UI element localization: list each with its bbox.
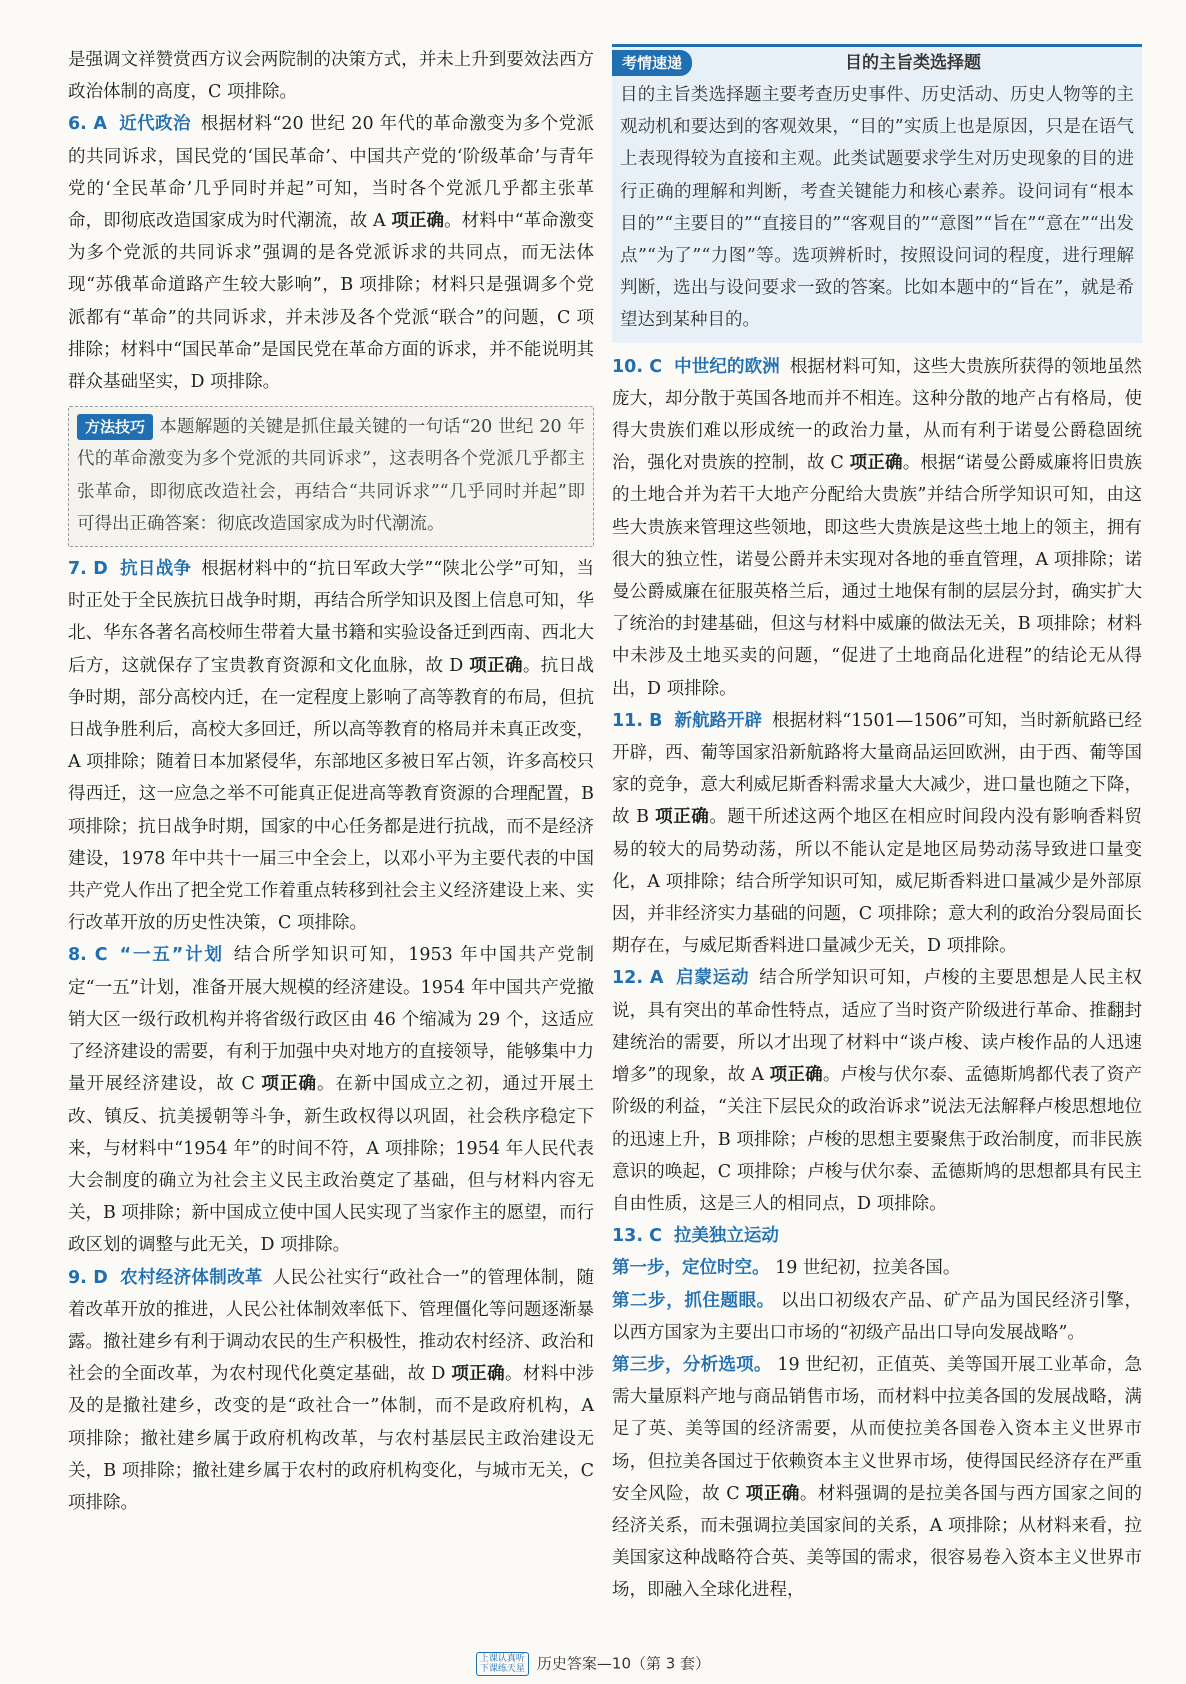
answer-6: [68, 108, 594, 398]
correct-mark: 项正确: [769, 1065, 823, 1086]
step-1: [612, 1252, 1142, 1284]
answer-topic: 新航路开辟: [674, 710, 763, 731]
answer-7: [68, 553, 594, 939]
correct-mark: 项正确: [469, 655, 523, 676]
answer-text: 。在新中国成立之初，通过开展土改、镇反、抗美援朝等斗争，新生政权得以巩固，社会秩序稳定下来，与材料中“1954 年”的时间不符，A 项排除；1954 年人民代表大会制度的确立为社会主义民主政治奠定了基础，但与材料内容无关，B 项排除；新中国成立使中国人民实现了当家作主的愿望，而行政区划的调整与此无关，D 项排除。: [68, 1074, 595, 1256]
answer-text: 结合所学知识可知，1953 年中国共产党制定“一五”计划，准备开展大规模的经济建设。1954 年中国共产党撤销大区一级行政机构并将省级行政区由 46 个缩减为 29 个，这适应了经济建设的需要，有利于加强中央对地方的直接领导，能够集中力量开展经济建设，故 C: [68, 945, 594, 1095]
exam-info-header: [620, 47, 1134, 79]
correct-mark: 项正确: [261, 1074, 318, 1095]
answer-text: 根据材料可知，这些大贵族所获得的领地虽然庞大，却分散于英国各地而并不相连。这种分散的地产占有格局，使得大贵族们难以形成统一的政治力量，从而有利于诺曼公爵稳固统治，强化对贵族的控制，故 C: [612, 356, 1143, 474]
answer-text: 结合所学知识可知，卢梭的主要思想是人民主权说，具有突出的革命性特点，适应了当时资产阶级进行革命、推翻封建统治的需要，所以才出现了材料中“谈卢梭、读卢梭作品的人迅速增多”的现象，故 A: [612, 968, 1143, 1086]
answer-text: 。卢梭与伏尔泰、孟德斯鸠都代表了资产阶级的利益，“关注下层民众的政治诉求”说法无法解释卢梭思想地位的迅速上升，B 项排除；卢梭的思想主要聚焦于政治制度，而非民族意识的唤起，C 项排除；卢梭与伏尔泰、孟德斯鸠的思想都具有民主自由性质，这是三人的相同点，D 项排除。: [612, 1065, 1142, 1214]
answer-number: 9. D: [68, 1267, 108, 1288]
right-column: [612, 44, 1142, 1607]
step-3: [612, 1349, 1142, 1607]
answer-topic: “一五”计划: [119, 945, 224, 966]
correct-mark: 项正确: [655, 807, 710, 828]
step-text: 。材料强调的是拉美各国与西方国家之间的经济关系，而未强调拉美国家间的关系，A 项排除；从材料来看，拉美国家这种战略符合英、美等国的需求，很容易卷入资本主义世界市场，即融入全球化进程，: [612, 1483, 1143, 1601]
answer-number: 11. B: [612, 710, 663, 731]
left-column: [68, 44, 594, 1519]
page-footer: [0, 1652, 1186, 1676]
brand-logo-icon: 上课认真听 下课练天星: [476, 1652, 529, 1676]
answer-text: 根据材料“1501—1506”可知，当时新航路已经开辟，西、葡等国家沿新航路将大量商品运回欧洲，由于西、葡等国家的竞争，意大利威尼斯香料需求量大大减少，进口量也随之下降，故 B: [612, 710, 1143, 828]
method-tip-text: 本题解题的关键是抓住最关键的一句话“20 世纪 20 年代的革命激变为多个党派的共同诉求”，这表明各个党派几乎都主张革命，即彻底改造社会，再结合“共同诉求”“几乎同时并起”即可得出正确答案：彻底改造国家成为时代潮流。: [77, 417, 585, 534]
correct-mark: 项正确: [451, 1364, 506, 1385]
exam-info-box: [612, 44, 1142, 343]
continuation-text: 是强调文祥赞赏西方议会两院制的决策方式，并未上升到要效法西方政治体制的高度，C 项排除。: [68, 50, 594, 103]
step-text: 19 世纪初，正值英、美等国开展工业革命，急需大量原料产地与商品销售市场，而材料中拉美各国的发展战略，满足了英、美等国的经济需要，从而使拉美各国卷入资本主义世界市场，但拉美各国过于依赖资本主义世界市场，使得国民经济存在严重安全风险，故 C: [612, 1354, 1142, 1504]
answer-text: 。材料中涉及的是撤社建乡，改变的是“政社合一”体制，而不是政府机构，A 项排除；撤社建乡属于政府机构改革，与农村基层民主政治建设无关，B 项排除；撤社建乡属于农村的政府机构变化，与城市无关，C 项排除。: [68, 1364, 595, 1513]
answer-text: 。根据“诺曼公爵威廉将旧贵族的土地合并为若干大地产分配给大贵族”并结合所学知识可知，由这些大贵族来管理这些领地，即这些大贵族是这些土地上的领主，拥有很大的独立性，诺曼公爵并未实现对各地的垂直管理，A 项排除；诺曼公爵威廉在征服英格兰后，通过土地保有制的层层分封，确实扩大了统治的封建基础，但这与材料中威廉的做法无关，B 项排除；材料中未涉及土地买卖的问题，“促进了土地商品化进程”的结论无从得出，D 项排除。: [612, 453, 1142, 699]
answer-10: [612, 351, 1142, 705]
exam-info-title: 目的主旨类选择题: [845, 52, 981, 73]
method-tip-badge: 方法技巧: [77, 414, 153, 440]
answer-text: 。题干所述这两个地区在相应时间段内没有影响香料贸易的较大的局势动荡，所以不能认定是地区局势动荡导致进口量变化，A 项排除；结合所学知识可知，威尼斯香料进口量减少是外部原因，并非经济实力基础的问题，C 项排除；意大利的政治分裂局面长期存在，与威尼斯香料进口量减少无关，D 项排除。: [612, 807, 1143, 957]
answer-topic: 农村经济体制改革: [119, 1267, 263, 1288]
answer-text: 。材料中“革命激变为多个党派的共同诉求”强调的是各党派诉求的共同点，而无法体现“苏俄革命道路产生较大影响”，B 项排除；材料只是强调多个党派都有“革命”的共同诉求，并未涉及各个党派“联合”的问题，C 项排除；材料中“国民革命”是国民党在革命方面的诉求，并不能说明其群众基础坚实，D 项排除。: [68, 211, 594, 393]
answer-topic: 启蒙运动: [675, 968, 750, 989]
step-label: 第二步，抓住题眼。: [612, 1290, 775, 1311]
step-label: 第一步，定位时空。: [612, 1258, 770, 1279]
answer-topic: 抗日战争: [119, 559, 192, 580]
answer-9: [68, 1262, 594, 1520]
answer-number: 10. C: [612, 356, 663, 377]
method-tip-box: [68, 406, 594, 547]
answer-topic: 近代政治: [118, 114, 191, 135]
exam-info-badge: 考情速递: [612, 50, 692, 76]
answer-8: [68, 939, 594, 1261]
page-number: 历史答案—10（第 3 套）: [536, 1654, 711, 1673]
step-2: [612, 1285, 1142, 1349]
answer-text: 。抗日战争时期，部分高校内迁，在一定程度上影响了高等教育的布局，但抗日战争胜利后，高校大多回迁，所以高等教育的格局并未真正改变，A 项排除；随着日本加紧侵华，东部地区多被日军占领，许多高校只得西迁，这一应急之举不可能真正促进高等教育资源的合理配置，B 项排除；抗日战争时期，国家的中心任务都是进行抗战，而不是经济建设，1978 年中共十一届三中全会上，以邓小平为主要代表的中国共产党人作出了把全党工作着重点转移到社会主义经济建设上来、实行改革开放的历史性决策，C 项排除。: [68, 655, 595, 934]
answer-number: 7. D: [68, 559, 108, 580]
correct-mark: 项正确: [849, 453, 903, 474]
answer-number: 8. C: [68, 945, 108, 966]
answer-number: 13. C: [612, 1226, 662, 1247]
answer-text: 根据材料中的“抗日军政大学”“陕北公学”可知，当时正处于全民族抗日战争时期，再结合所学知识及图上信息可知，华北、华东各著名高校师生带着大量书籍和实验设备迁到西南、西北大后方，这就保存了宝贵教育资源和文化血脉，故 D: [68, 559, 594, 676]
exam-info-text: 目的主旨类选择题主要考查历史事件、历史活动、历史人物等的主观动机和要达到的客观效果，“目的”实质上也是原因，只是在语气上表现得较为直接和主观。此类试题要求学生对历史现象的目的进行正确的理解和判断，考查关键能力和核心素养。设问词有“根本目的”“主要目的”“直接目的”“客观目的”“意图”“旨在”“意在”“出发点”“为了”“力图”等。选项辨析时，按照设问词的程度，进行理解判断，选出与设问要求一致的答案。比如本题中的“旨在”，就是希望达到某种目的。: [620, 85, 1134, 331]
correct-mark: 项正确: [391, 211, 445, 232]
answer-number: 12. A: [612, 968, 664, 989]
correct-mark: 项正确: [745, 1483, 800, 1504]
step-text: 以出口初级农产品、矿产品为国民经济引擎，以西方国家为主要出口市场的“初级产品出口导向发展战略”。: [612, 1290, 1143, 1343]
answer-12: [612, 962, 1142, 1220]
step-text: 19 世纪初，拉美各国。: [775, 1258, 961, 1279]
answer-number: 6. A: [68, 114, 107, 135]
answer-text: 人民公社实行“政社合一”的管理体制，随着改革开放的推进，人民公社体制效率低下、管理僵化等问题逐渐暴露。撤社建乡有利于调动农民的生产积极性，推动农村经济、政治和社会的全面改革，为农村现代化奠定基础，故 D: [68, 1267, 594, 1385]
answer-topic: 拉美独立运动: [673, 1226, 779, 1247]
answer-13: [612, 1220, 1142, 1252]
step-label: 第三步，分析选项。: [612, 1354, 772, 1375]
answer-topic: 中世纪的欧洲: [674, 356, 780, 377]
answer-11: [612, 705, 1142, 963]
answer-text: 根据材料“20 世纪 20 年代的革命激变为多个党派的共同诉求，国民党的‘国民革命’、中国共产党的‘阶级革命’与青年党的‘全民革命’几乎同时并起”可知，当时各个党派几乎都主张革命，即彻底改造国家成为时代潮流，故 A: [68, 114, 594, 232]
